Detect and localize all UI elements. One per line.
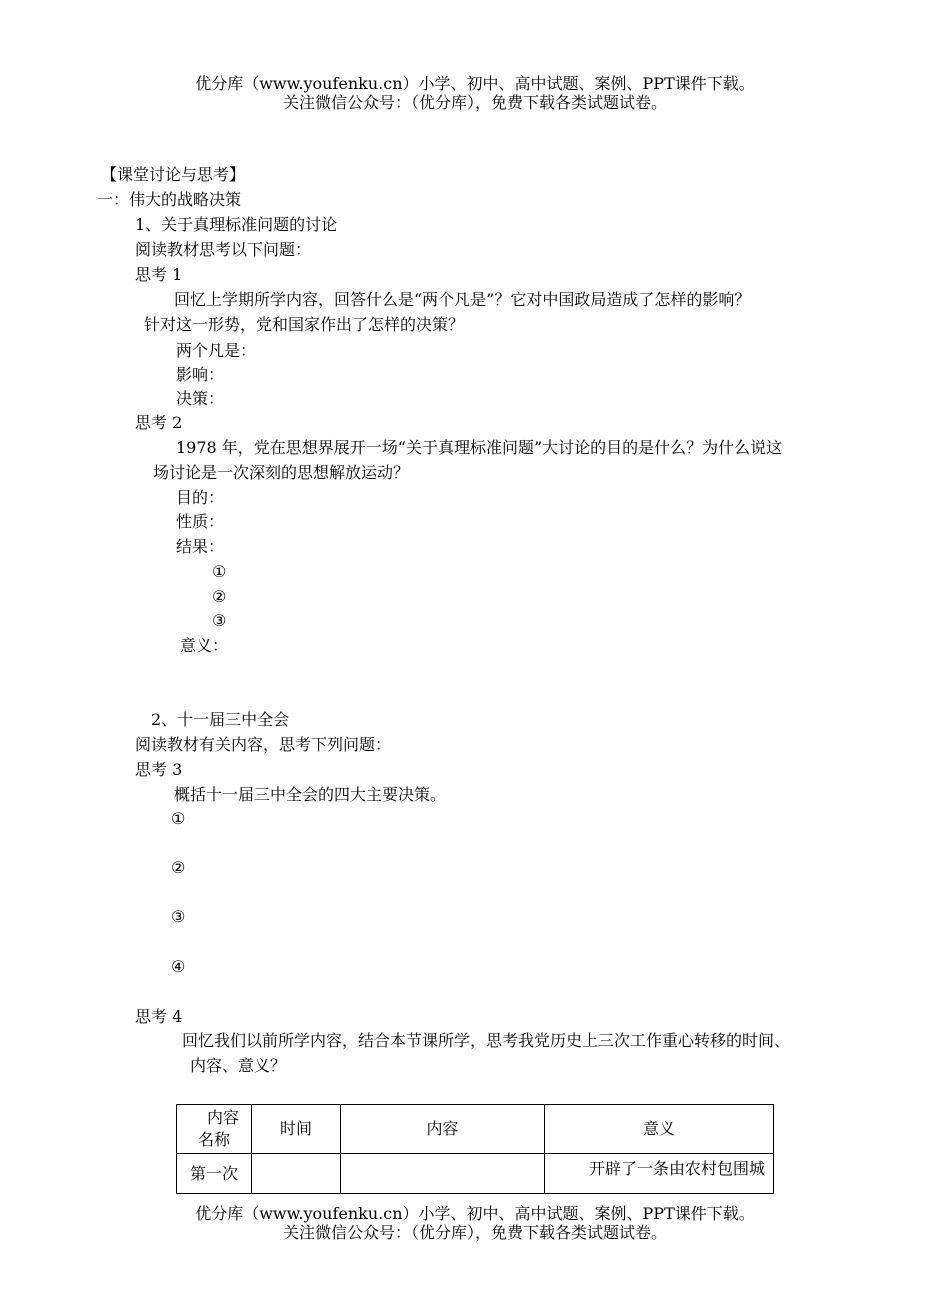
think1-answer-impact: 影响： [176, 365, 225, 384]
think3-question: 概括十一届三中全会的四大主要决策。 [174, 785, 447, 804]
table-row-1-meaning: 开辟了一条由农村包围城 [545, 1154, 774, 1194]
table-header-time: 时间 [252, 1105, 341, 1154]
table-header-row [177, 1105, 774, 1154]
think3-item-1: ① [171, 809, 186, 828]
think2-answer-meaning: 意义： [180, 636, 229, 655]
sub2-intro: 阅读教材有关内容，思考下列问题： [135, 735, 392, 754]
think3-item-3: ③ [171, 907, 186, 926]
table-header-name-line-2: 名称 [197, 1130, 230, 1149]
think2-answer-nature: 性质： [176, 512, 225, 531]
table-row-1-content[interactable] [341, 1154, 545, 1194]
think3-item-2: ② [171, 858, 186, 877]
table-header-name-cell [177, 1105, 252, 1154]
table-row-1-name: 第一次 [177, 1154, 252, 1194]
page-header-line-2: 关注微信公众号：（优分库），免费下载各类试题试卷。 [282, 93, 667, 112]
think2-result-item-3: ③ [212, 611, 227, 630]
think1-label: 思考 1 [135, 265, 183, 284]
think2-answer-purpose: 目的： [176, 488, 225, 507]
think1-answer-decision: 决策： [176, 389, 225, 408]
sub1-intro: 阅读教材思考以下问题： [135, 240, 312, 259]
page-footer-line-2: 关注微信公众号：（优分库），免费下载各类试题试卷。 [282, 1223, 667, 1242]
think2-question-line-2: 场讨论是一次深刻的思想解放运动？ [153, 463, 410, 482]
think3-item-4: ④ [171, 957, 186, 976]
think1-answer-two-whatevers: 两个凡是： [176, 341, 257, 360]
table-header-meaning: 意义 [545, 1105, 774, 1154]
sub1-title: 1、关于真理标准问题的讨论 [135, 215, 338, 234]
think2-result-item-2: ② [212, 587, 227, 606]
think2-label: 思考 2 [135, 413, 183, 432]
table-row [177, 1154, 774, 1194]
work-focus-shift-table [176, 1104, 774, 1194]
table-row-1-time[interactable] [252, 1154, 341, 1194]
table-header-content: 内容 [341, 1105, 545, 1154]
think2-question-line-1: 1978 年，党在思想界展开一场“关于真理标准问题”大讨论的目的是什么？为什么说这 [176, 438, 783, 457]
think1-question-line-1: 回忆上学期所学内容，回答什么是“两个凡是”？它对中国政局造成了怎样的影响？ [174, 290, 751, 309]
think1-question-line-2: 针对这一形势，党和国家作出了怎样的决策？ [144, 315, 465, 334]
page-footer-line-1: 优分库（www.youfenku.cn）小学、初中、高中试题、案例、PPT课件下载。 [195, 1204, 755, 1223]
think3-label: 思考 3 [135, 760, 183, 779]
section-title: 【课堂讨论与思考】 [101, 165, 246, 184]
think4-question-line-2: 内容、意义？ [190, 1056, 287, 1075]
think4-question-line-1: 回忆我们以前所学内容，结合本节课所学，思考我党历史上三次工作重心转移的时间、 [182, 1031, 791, 1050]
part1-title: 一：伟大的战略决策 [97, 190, 242, 209]
table-header-name-line-1: 内容 [206, 1108, 239, 1127]
sub2-title: 2、十一届三中全会 [151, 710, 290, 729]
think2-result-item-1: ① [212, 562, 227, 581]
think4-label: 思考 4 [135, 1007, 183, 1026]
page-header-line-1: 优分库（www.youfenku.cn）小学、初中、高中试题、案例、PPT课件下载。 [195, 74, 755, 93]
think2-answer-result: 结果： [176, 537, 225, 556]
